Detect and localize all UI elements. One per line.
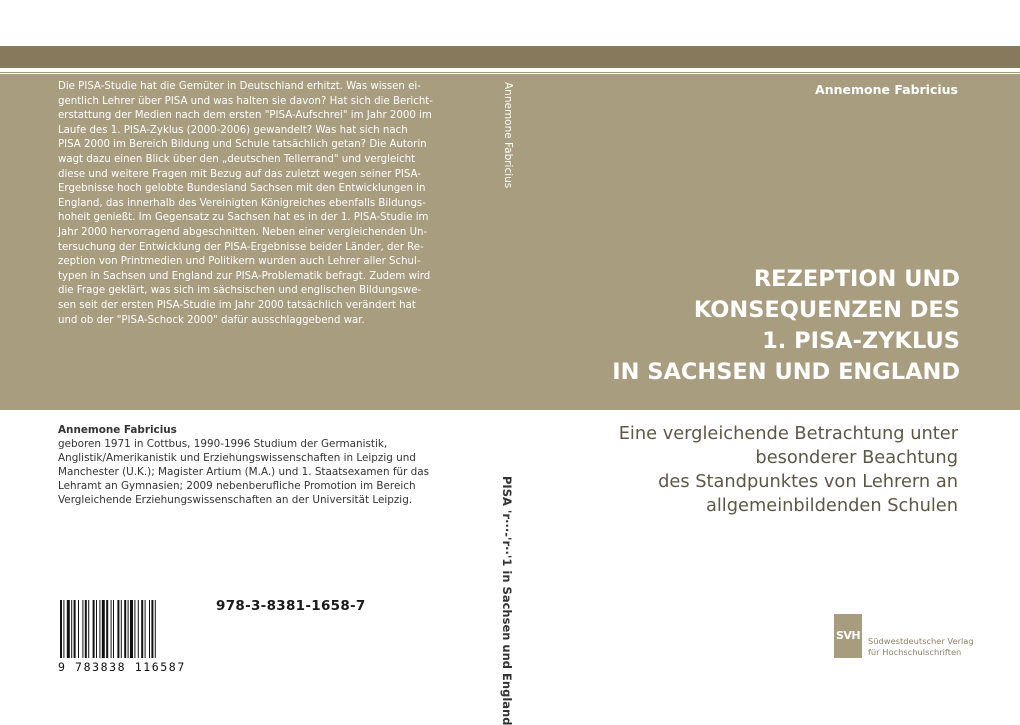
subtitle-line: allgemeinbildenden Schulen	[705, 495, 958, 516]
blurb-line: und ob der "PISA-Schock 2000" dafür ausschlaggebend war.	[58, 314, 365, 326]
publisher-logo	[834, 614, 862, 658]
blurb-line: erstattung der Medien nach dem ersten "PISA-Aufschrei" im Jahr 2000 im	[58, 110, 432, 122]
author-bio-name: Annemone Fabricius	[58, 424, 177, 436]
front-cover-author: Annemone Fabricius	[815, 82, 958, 97]
title-line: IN SACHSEN UND ENGLAND	[612, 359, 960, 385]
book-title	[500, 264, 960, 388]
top-color-strip	[0, 46, 1020, 68]
blurb-line: Ergebnisse hoch gelobte Bundesland Sachsen mit den Entwicklungen in	[58, 183, 426, 195]
isbn-number: 978-3-8381-1658-7	[216, 598, 366, 614]
title-line: KONSEQUENZEN DES	[693, 297, 960, 323]
author-bio-line: geboren 1971 in Cottbus, 1990-1996 Studium der Germanistik,	[58, 438, 388, 450]
spine-title: PISA 'r···-'r··'1 in Sachsen und England	[500, 476, 514, 725]
blurb-line: Jahr 2000 hervorragend abgeschnitten. Neben einer vergleichenden Un-	[58, 226, 428, 238]
blurb-line: England, das innerhalb des Vereinigten Königreiches ebenfalls Bildungs-	[58, 197, 426, 209]
publisher-name-line1: Südwestdeutscher Verlag	[868, 636, 974, 646]
publisher-name-line2: für Hochschulschriften	[868, 647, 962, 657]
blurb-line: zeption von Printmedien und Politikern wurden auch Lehrer aller Schul-	[58, 256, 421, 268]
blurb-line: sen seit der ersten PISA-Studie im Jahr 2000 tatsächlich verändert hat	[58, 299, 416, 311]
title-line: REZEPTION UND	[753, 266, 960, 292]
blurb-line: Laufe des 1. PISA-Zyklus (2000-2006) gewandelt? Was hat sich nach	[58, 124, 408, 136]
blurb-line: wagt dazu einen Blick über den „deutschen Tellerrand" und vergleicht	[58, 153, 416, 165]
blurb-line: Die PISA-Studie hat die Gemüter in Deutschland erhitzt. Was wissen ei-	[58, 81, 421, 92]
blurb-line: hoheit genießt. Im Gegensatz zu Sachsen hat es in der 1. PISA-Studie im	[58, 212, 429, 224]
author-bio-line: Anglistik/Amerikanistik und Erziehungswissenschaften in Leipzig und	[58, 452, 416, 464]
blurb-line: gentlich Lehrer über PISA und was halten sie davon? Hat sich die Bericht-	[58, 95, 433, 107]
title-line: 1. PISA-ZYKLUS	[762, 328, 960, 354]
author-bio	[58, 423, 438, 507]
blurb-line: die Frage geklärt, was sich im sächsischen und englischen Bildungswe-	[58, 285, 422, 297]
barcode-image	[60, 600, 200, 660]
blurb-line: typen in Sachsen und England zur PISA-Problematik befragt. Zudem wird	[58, 270, 431, 282]
author-bio-line: Vergleichende Erziehungswissenschaften an der Universität Leipzig.	[58, 494, 413, 506]
blurb-line: PISA 2000 im Bereich Bildung und Schule tatsächlich getan? Die Autorin	[58, 139, 427, 151]
author-bio-line: Manchester (U.K.); Magister Artium (M.A.) und 1. Staatsexamen für das	[58, 466, 430, 478]
blurb-line: tersuchung der Entwicklung der PISA-Ergebnisse beider Länder, der Re-	[58, 241, 424, 253]
publisher-logo-text: SVH	[836, 629, 861, 642]
spine-author: Annemone Fabricius	[502, 82, 514, 189]
subtitle-line: des Standpunktes von Lehrern an	[658, 471, 958, 492]
subtitle-line: besonderer Beachtung	[755, 447, 958, 468]
barcode-digits: 9 783838 116587	[58, 660, 186, 674]
top-divider-line	[0, 72, 1020, 73]
blurb-line: diese und weitere Fragen mit Bezug auf das zuletzt wegen seiner PISA-	[58, 168, 421, 180]
subtitle-line: Eine vergleichende Betrachtung unter	[618, 423, 958, 444]
book-subtitle	[518, 422, 958, 518]
back-cover-blurb	[58, 80, 436, 328]
author-bio-line: Lehramt an Gymnasien; 2009 nebenberufliche Promotion im Bereich	[58, 480, 416, 492]
